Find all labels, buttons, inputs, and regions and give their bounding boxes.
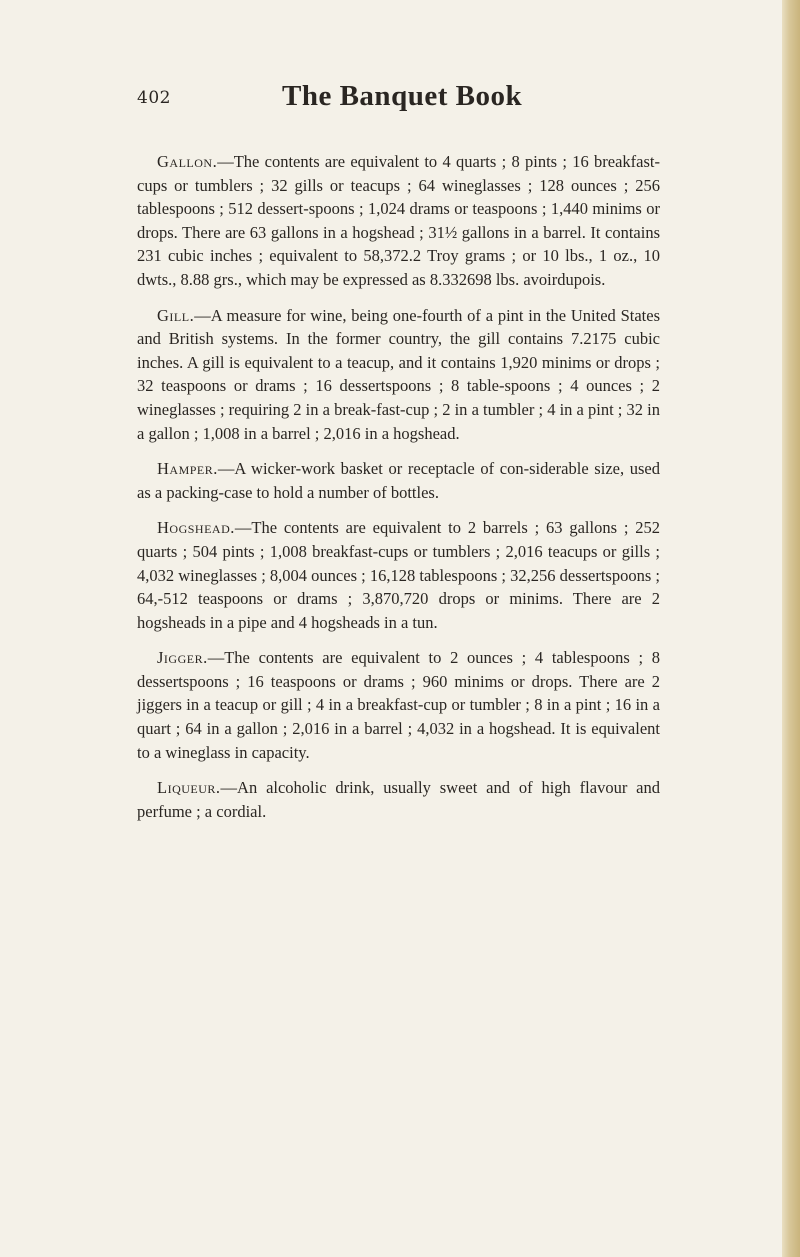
page-header <box>137 82 660 122</box>
entry-term: Gallon. <box>157 152 218 171</box>
entry-text: —The contents are equivalent to 2 ounces ; 4 tablespoons ; 8 dessertspoons ; 16 teaspoons or drams ; 960 minims or drops. There are 2 jiggers in a teacup or gill ; 4 in a breakfast-cup or tumbler ; 8 in a pint ; 16 in a quart ; 64 in a gallon ; 2,016 in a barrel ; 4,032 in a hogshead. It is equivalent to a wineglass in capacity. <box>137 648 660 762</box>
entry-gallon <box>137 150 660 292</box>
page-body <box>137 150 660 835</box>
entry-text: —A wicker-work basket or receptacle of con-siderable size, used as a packing-case to hold a number of bottles. <box>137 459 660 502</box>
entry-term: Liqueur. <box>157 778 221 798</box>
entry-text: —The contents are equivalent to 4 quarts ; 8 pints ; 16 breakfast-cups or tumblers ; 32 gills or teacups ; 64 wineglasses ; 128 ounces ; 256 tablespoons ; 512 dessert-spoons ; 1,024 drams or teaspoons ; 1,440 minims or drops. There are 63 gallons in a hogshead ; 31½ gallons in a barrel. It contains 231 cubic inches ; equivalent to 58,372.2 Troy grams ; or 10 lbs., 1 oz., 10 dwts., 8.88 grs., which may be expressed as 8.332698 lbs. avoirdupois. <box>137 152 660 289</box>
entry-term: Hamper. <box>157 459 218 479</box>
entry-hogshead <box>137 516 660 634</box>
entry-text: —An alcoholic drink, usually sweet and of high flavour and perfume ; a cordial. <box>137 778 660 821</box>
entry-hamper <box>137 457 660 504</box>
entry-liqueur <box>137 776 660 823</box>
entry-text: —The contents are equivalent to 2 barrels ; 63 gallons ; 252 quarts ; 504 pints ; 1,008 breakfast-cups or tumblers ; 2,016 teacups or gills ; 4,032 wineglasses ; 8,004 ounces ; 16,128 tablespoons ; 32,256 dessertspoons ; 64,-512 teaspoons or drams ; 3,870,720 drops or minims. There are 2 hogsheads in a pipe and 4 hogsheads in a tun. <box>137 518 660 632</box>
entry-text: —A measure for wine, being one-fourth of a pint in the United States and British systems. In the former country, the gill contains 7.2175 cubic inches. A gill is equivalent to a teacup, and it contains 1,920 minims or drops ; 32 teaspoons or drams ; 16 dessertspoons ; 8 table-spoons ; 4 ounces ; 2 wineglasses ; requiring 2 in a break-fast-cup ; 2 in a tumbler ; 4 in a pint ; 32 in a gallon ; 1,008 in a barrel ; 2,016 in a hogshead. <box>137 305 660 443</box>
entry-term: Gill. <box>157 305 195 325</box>
entry-term: Hogshead. <box>157 518 235 538</box>
page-number: 402 <box>137 88 171 108</box>
entry-jigger <box>137 646 660 764</box>
entry-term: Jigger. <box>157 648 208 668</box>
page-edge <box>782 0 800 1257</box>
entry-gill <box>137 304 660 446</box>
running-title: The Banquet Book <box>282 80 523 112</box>
